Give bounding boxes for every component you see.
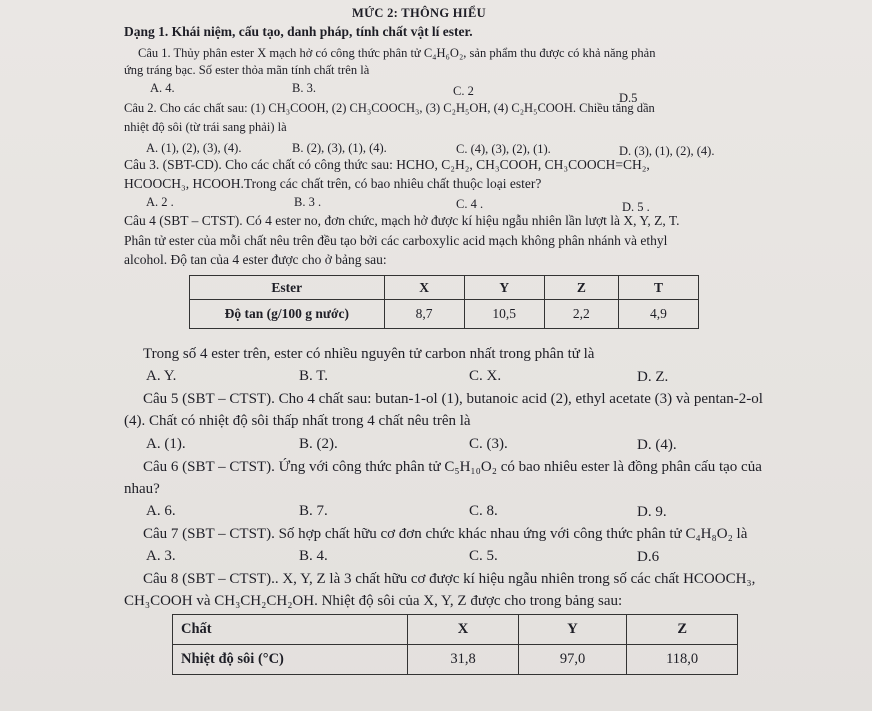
- q6-line2: nhau?: [124, 481, 160, 497]
- q2-option-c: C. (4), (3), (2), (1).: [456, 142, 551, 156]
- q7-line1: Câu 7 (SBT – CTST). Số hợp chất hữu cơ đơn chức khác nhau ứng với công thức phân tử C₄H₈O₂ là: [143, 526, 748, 542]
- boiling-header-chat: Chất: [173, 615, 408, 645]
- q3-line2: HCOOCH₃, HCOOH.Trong các chất trên, có bao nhiêu chất thuộc loại ester?: [124, 176, 542, 191]
- solubility-header-x: X: [384, 276, 464, 300]
- q2-line2: nhiệt độ sôi (từ trái sang phải) là: [124, 120, 287, 134]
- boiling-value-z: 118,0: [627, 645, 738, 675]
- q5-option-c: C. (3).: [469, 436, 508, 452]
- boiling-value-x: 31,8: [408, 645, 518, 675]
- boiling-header-z: Z: [627, 615, 738, 645]
- q1-option-d: D.5: [619, 91, 638, 105]
- q4-line2: Phân tử ester của mỗi chất nêu trên đều tạo bởi các carboxylic acid mạch không phân nhánh và ethyl: [124, 233, 668, 248]
- boiling-header-x: X: [408, 615, 518, 645]
- q3-option-b: B. 3 .: [294, 195, 322, 209]
- q8-line1: Câu 8 (SBT – CTST).. X, Y, Z là 3 chất hữu cơ được kí hiệu ngẫu nhiên trong số các chất HCOOCH₃,: [143, 571, 756, 587]
- q6-line1: Câu 6 (SBT – CTST). Ứng với công thức phân tử C₅H₁₀O₂ có bao nhiêu ester là đồng phân cấu tạo của: [143, 459, 762, 475]
- solubility-header-t: T: [618, 276, 698, 300]
- q7-option-c: C. 5.: [469, 548, 498, 564]
- q5-line2: (4). Chất có nhiệt độ sôi thấp nhất trong 4 chất nêu trên là: [124, 413, 471, 429]
- q4-line3: alcohol. Độ tan của 4 ester được cho ở bảng sau:: [124, 252, 387, 267]
- q4-option-d: D. Z.: [637, 369, 669, 385]
- q1-option-a: A. 4.: [150, 81, 175, 95]
- q4-line1: Câu 4 (SBT – CTST). Có 4 ester no, đơn chức, mạch hở được kí hiệu ngẫu nhiên lần lượt là X, Y, Z, T.: [124, 213, 680, 228]
- q1-line1: Câu 1. Thủy phân ester X mạch hở có công thức phân tử C₄H₆O₂, sản phẩm thu được có khả năng phản: [138, 46, 656, 60]
- q2-line1: Câu 2. Cho các chất sau: (1) CH₃COOH, (2) CH₃COOCH₃, (3) C₂H₅OH, (4) C₂H₅COOH. Chiều tăng dần: [124, 101, 655, 115]
- q3-option-c: C. 4 .: [456, 197, 484, 211]
- q4-option-a: A. Y.: [146, 368, 177, 384]
- solubility-table: [189, 275, 699, 329]
- solubility-header-y: Y: [464, 276, 544, 300]
- section-title: Dạng 1. Khái niệm, cấu tạo, danh pháp, tính chất vật lí ester.: [124, 24, 473, 39]
- q6-option-a: A. 6.: [146, 503, 176, 519]
- boiling-point-table: [172, 614, 738, 675]
- solubility-value-t: 4,9: [618, 300, 698, 329]
- q4-option-c: C. X.: [469, 368, 502, 384]
- solubility-header-z: Z: [544, 276, 618, 300]
- q6-option-b: B. 7.: [299, 503, 328, 519]
- solubility-value-y: 10,5: [464, 300, 544, 329]
- q7-option-b: B. 4.: [299, 548, 328, 564]
- q2-option-d: D. (3), (1), (2), (4).: [619, 144, 715, 158]
- boiling-row-label: Nhiệt độ sôi (°C): [173, 645, 408, 675]
- q5-option-d: D. (4).: [637, 437, 677, 453]
- q2-option-b: B. (2), (3), (1), (4).: [292, 141, 387, 155]
- boiling-value-y: 97,0: [518, 645, 627, 675]
- q6-option-c: C. 8.: [469, 503, 498, 519]
- q1-option-c: C. 2: [453, 84, 474, 98]
- q2-option-a: A. (1), (2), (3), (4).: [146, 141, 242, 155]
- q4-option-b: B. T.: [299, 368, 329, 384]
- q3-option-d: D. 5 .: [622, 200, 650, 214]
- q1-line2: ứng tráng bạc. Số ester thỏa mãn tính chất trên là: [124, 63, 370, 77]
- q5-option-a: A. (1).: [146, 436, 186, 452]
- q4-question: Trong số 4 ester trên, ester có nhiều nguyên tử carbon nhất trong phân tử là: [143, 346, 595, 362]
- solubility-value-x: 8,7: [384, 300, 464, 329]
- solubility-row-label: Độ tan (g/100 g nước): [190, 300, 385, 329]
- q5-option-b: B. (2).: [299, 436, 338, 452]
- solubility-value-z: 2,2: [544, 300, 618, 329]
- q7-option-a: A. 3.: [146, 548, 176, 564]
- q5-line1: Câu 5 (SBT – CTST). Cho 4 chất sau: butan-1-ol (1), butanoic acid (2), ethyl acetate (3) và pentan-2-ol: [143, 391, 763, 407]
- q8-line2: CH₃COOH và CH₃CH₂CH₂OH. Nhiệt độ sôi của X, Y, Z được cho trong bảng sau:: [124, 593, 623, 609]
- boiling-header-y: Y: [518, 615, 627, 645]
- solubility-header-ester: Ester: [190, 276, 385, 300]
- q3-line1: Câu 3. (SBT-CD). Cho các chất có công thức sau: HCHO, C₂H₂, CH₃COOH, CH₃COOCH=CH₂,: [124, 157, 650, 172]
- q6-option-d: D. 9.: [637, 504, 667, 520]
- q7-option-d: D.6: [637, 549, 660, 565]
- level-title: MỨC 2: THÔNG HIỂU: [352, 6, 486, 20]
- q1-option-b: B. 3.: [292, 81, 316, 95]
- q3-option-a: A. 2 .: [146, 195, 174, 209]
